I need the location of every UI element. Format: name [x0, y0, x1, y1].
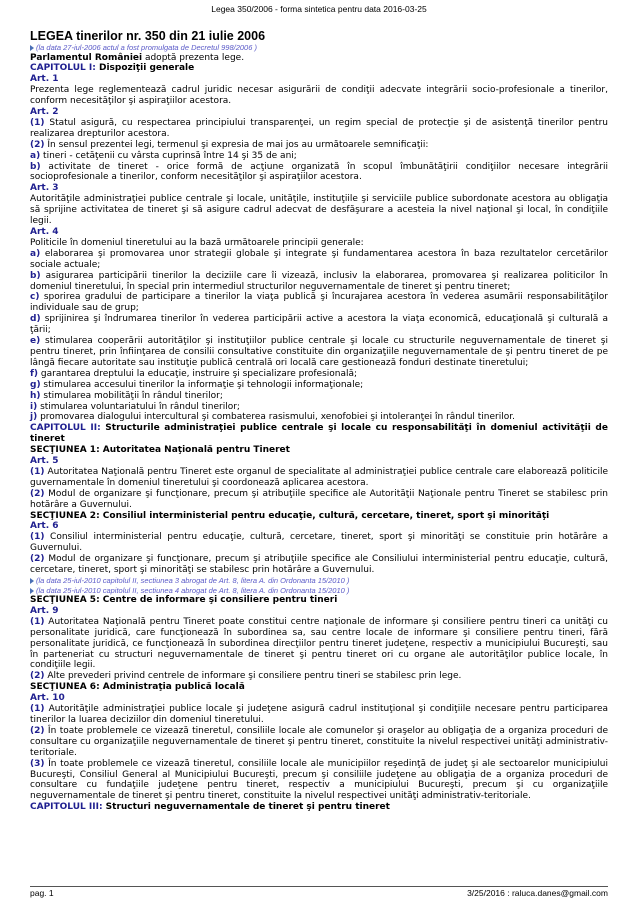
paragraph-text: Autoritatea Naţională pentru Tineret poate constitui centre naţionale de informare şi consiliere pentru tineri ca unităţi cu personalitate juridică, care funcţionează în subordinea sa, sau centre locale de informare şi consiliere pentru tineri, fără personalitate juridică, ce funcţionează în subordinea direcţiilor pentru tineret judeţene, respectiv a municipiului Bucureşti, sau în parteneriat cu structuri neguvernamentale de tineret şi pentru tineret ori cu organe ale autorităţilor publice locale, în condiţiile legii. — [30, 616, 608, 671]
page-footer — [30, 886, 608, 898]
paragraph-number: (2) — [30, 554, 45, 565]
paragraph-text: Modul de organizare şi funcţionare, precum şi atribuţiile specifice ale Consiliului interministerial pentru educaţie, cultură, cercetare, tineret, sport şi minorităţi se stabilesc prin hotărâre a Guvernului. — [30, 554, 608, 576]
article-number: Art. 10 — [30, 693, 65, 704]
article-number: Art. 6 — [30, 521, 59, 532]
paragraph — [30, 194, 608, 227]
article-heading — [30, 74, 608, 85]
paragraph-text: În sensul prezentei legi, termenul şi expresia de mai jos au următoarele semnificaţii: — [44, 139, 429, 150]
paragraph-text: Prezenta lege reglementează cadrul juridic necesar asigurării de condiţii adecvate integrării socio-profesionale a tinerilor, conform necesităţilor şi aspiraţiilor acestora. — [30, 85, 608, 107]
amendment-note-text: (la data 25-iul-2010 capitolul II, sectiunea 3 abrogat de Art. 8, litera A. din Ordonanta 15/2010 ) — [36, 576, 350, 585]
paragraph-text: tineri - cetăţenii cu vârsta cuprinsă între 14 şi 35 de ani; — [40, 150, 297, 161]
paragraph-number: (2) — [30, 725, 45, 736]
article-heading — [30, 606, 608, 617]
paragraph — [30, 314, 608, 336]
chapter-label: CAPITOLUL II: — [30, 423, 101, 434]
paragraph — [30, 162, 608, 184]
paragraph-text: activitate de tineret - orice formă de acţiune organizată în scopul îmbunătăţirii condiţiilor necesare integrării socioprofesionale a tinerilor, conform necesităţilor şi aspiraţiilor acestora. — [30, 161, 608, 183]
law-title — [30, 29, 608, 43]
paragraph — [30, 532, 608, 554]
paragraph-number: (1) — [30, 117, 45, 128]
arrow-icon — [30, 578, 34, 584]
paragraph-text: stimularea voluntariatului în rândul tinerilor; — [37, 401, 240, 412]
section-label: SECŢIUNEA 2: — [30, 510, 100, 521]
arrow-icon — [30, 588, 34, 594]
amendment-note-text: (la data 25-iul-2010 capitolul II, sectiunea 4 abrogat de Art. 8, litera A. din Ordonanta 15/2010 ) — [36, 585, 350, 595]
paragraph-text: stimularea cooperării autorităţilor şi instituţiilor publice centrale şi locale cu structurile neguvernamentale de tineret şi pentru tineret, prin înfiinţarea de consilii consultative constituite din organizaţiile neguvernamentale de şi pentru tineret de pe lângă fiecare autoritate sau instituţie publică centrală ori locală care gestionează fonduri destinate tineretului; — [30, 336, 608, 368]
paragraph — [30, 249, 608, 271]
chapter-label: CAPITOLUL I: — [30, 63, 96, 74]
chapter-heading — [30, 63, 608, 74]
paragraph — [30, 292, 608, 314]
section-heading — [30, 682, 608, 693]
paragraph-text: stimularea accesului tinerilor la informaţie şi tehnologii informaţionale; — [40, 379, 364, 390]
paragraph-text: sprijinirea şi îndrumarea tinerilor în vederea participării active a acestora la viaţa economică, educaţională şi culturală a ţării; — [30, 314, 608, 336]
chapter-title: Dispoziţii generale — [95, 63, 195, 74]
paragraph-text: garantarea dreptului la educaţie, instruire şi specializare profesională; — [38, 368, 358, 379]
paragraph-text: adoptă prezenta lege. — [142, 52, 245, 63]
paragraph-number: (2) — [30, 488, 45, 499]
paragraph-number: e) — [30, 336, 41, 347]
paragraph — [30, 402, 608, 413]
article-number: Art. 5 — [30, 456, 59, 467]
paragraph-number: a) — [30, 150, 41, 161]
chapter-label: CAPITOLUL III: — [30, 802, 103, 813]
paragraph — [30, 336, 608, 369]
paragraph-number: b) — [30, 270, 41, 281]
paragraph — [30, 617, 608, 672]
paragraph-text: În toate problemele ce vizează tineretul, consiliile locale ale comunelor şi oraşelor au obligaţia de a organiza proceduri de consultare cu organizaţiile neguvernamentale de tineret şi pentru tineret, constituite la nivelul respectivei unităţi administrativ-teritoriale. — [30, 725, 608, 758]
paragraph-number: g) — [30, 379, 41, 390]
amendment-note — [30, 576, 608, 586]
paragraph — [30, 53, 608, 64]
paragraph-number: f) — [30, 368, 39, 379]
paragraph-text: promovarea dialogului intercultural şi combaterea rasismului, xenofobiei şi intoleranţei în rândul tinerilor. — [37, 412, 515, 423]
paragraph-number: (3) — [30, 758, 45, 769]
paragraph-text: elaborarea şi promovarea unor strategii globale şi integrate şi fundamentarea acestora în baza rezultatelor cercetărilor sociale actuale; — [30, 248, 608, 270]
paragraph — [30, 140, 608, 151]
page-header: Legea 350/2006 - forma sintetica pentru data 2016-03-25 — [211, 4, 427, 14]
paragraph-number: (1) — [30, 532, 45, 543]
article-heading — [30, 521, 608, 532]
paragraph-number: (1) — [30, 616, 45, 627]
paragraph-number: (1) — [30, 704, 45, 715]
paragraph-text: Alte prevederi privind centrele de informare şi consiliere pentru tineri se stabilesc prin lege. — [44, 671, 462, 682]
paragraph-text: Consiliul interministerial pentru educaţie, cultură, cercetare, tineret, sport şi minorităţi se constituie prin hotărâre a Guvernului. — [30, 532, 608, 554]
paragraph-text: Autorităţile administraţiei publice locale şi judeţene asigură cadrul instituţional şi condiţiile necesare pentru participarea tinerilor la luarea deciziilor din domeniul tineretului. — [30, 704, 608, 725]
section-label: SECŢIUNEA 5: — [30, 595, 100, 605]
paragraph-number: h) — [30, 390, 41, 401]
section-heading — [30, 595, 608, 606]
paragraph-number: i) — [30, 401, 38, 412]
paragraph — [30, 151, 608, 162]
article-heading — [30, 693, 608, 704]
paragraph-number: (1) — [30, 466, 45, 477]
paragraph-number: d) — [30, 314, 41, 325]
paragraph-text: Statul asigură, cu respectarea principiului transparenţei, un regim special de protecţie şi de asistenţă tinerilor pentru realizarea drepturilor acestora. — [30, 117, 608, 139]
article-number: Art. 4 — [30, 227, 59, 237]
article-heading — [30, 183, 608, 194]
paragraph-text: Modul de organizare şi funcţionare, precum şi atribuţiile specifice ale Autorităţii Naţionale pentru Tineret se stabilesc prin hotărâre a Guvernului. — [30, 488, 608, 510]
paragraph — [30, 271, 608, 293]
paragraph-text: Autoritatea Naţională pentru Tineret este organul de specialitate al administraţiei publice centrale care elaborează politicile guvernamentale în domeniul tineretului şi coordonează aplicarea acestora. — [30, 466, 608, 488]
article-heading — [30, 107, 608, 118]
paragraph-prefix: Parlamentul României — [30, 52, 143, 63]
article-number: Art. 2 — [30, 107, 59, 118]
paragraph — [30, 85, 608, 107]
amendment-note — [30, 586, 608, 596]
paragraph-number: j) — [30, 412, 38, 423]
paragraph — [30, 380, 608, 391]
chapter-title: Structuri neguvernamentale de tineret şi pentru tineret — [102, 802, 390, 813]
paragraph-number: (2) — [30, 139, 45, 150]
amendment-note — [30, 43, 608, 53]
article-number: Art. 3 — [30, 183, 59, 194]
chapter-heading — [30, 802, 608, 813]
paragraph — [30, 671, 608, 682]
page-number: pag. 1 — [30, 888, 54, 898]
article-number: Art. 9 — [30, 605, 59, 616]
paragraph — [30, 759, 608, 803]
section-label: SECŢIUNEA 1: — [30, 445, 100, 456]
paragraph — [30, 554, 608, 576]
paragraph-text: Politicile în domeniul tineretului au la bază următoarele principii generale: — [30, 237, 364, 248]
paragraph — [30, 391, 608, 402]
article-heading — [30, 456, 608, 467]
paragraph-text: Autorităţile administraţiei publice centrale şi locale, unităţile, instituţiile şi serviciile publice subordonate acestora au obligaţia să sprijine activitatea de tineret şi să asigure cadrul adecvat de desfăşurare a acesteia la nivel naţional şi local, în condiţiile legii. — [30, 194, 608, 227]
paragraph — [30, 726, 608, 759]
paragraph-text: sporirea gradului de participare a tinerilor la viaţa publică şi încurajarea acestora în vederea asumării responsabilităţilor individuale sau de grup; — [30, 292, 608, 314]
paragraph — [30, 489, 608, 511]
paragraph — [30, 412, 608, 423]
print-info: 3/25/2016 : raluca.danes@gmail.com — [467, 888, 608, 898]
paragraph — [30, 369, 608, 380]
section-label: SECŢIUNEA 6: — [30, 682, 100, 693]
section-heading — [30, 511, 608, 522]
paragraph-text: asigurarea participării tinerilor la deciziile care îi vizează, inclusiv la elaborarea, promovarea şi realizarea politicilor în domeniul tineretului, în special prin intermediul structurilor neguvernamentale de tineret şi pentru tineret; — [30, 270, 608, 292]
chapter-heading — [30, 423, 608, 445]
paragraph — [30, 704, 608, 726]
paragraph — [30, 467, 608, 489]
paragraph-number: a) — [30, 248, 41, 259]
section-title: Centre de informare şi consiliere pentru tineri — [99, 595, 338, 605]
section-title: Consiliul interministerial pentru educaţie, cultură, cercetare, tineret, sport şi minorităţi — [99, 510, 550, 521]
paragraph-number: b) — [30, 161, 41, 172]
paragraph-number: (2) — [30, 671, 45, 682]
paragraph-text: În toate problemele ce vizează tineretul, consiliile locale ale municipiilor reşedinţă de judeţ şi ale sectoarelor municipiului Bucureşti, Consiliul General al Municipiului Bucureşti, precum şi consiliile judeţene au obligaţia de a organiza proceduri de consultare cu fundaţiile judeţene pentru tineret, respectiv a municipiului Bucureşti, precum şi cu organizaţiile neguvernamentale de tineret şi pentru tineret, constituite la nivelul respectivei unităţi administrativ-teritoriale. — [30, 758, 608, 802]
arrow-icon — [30, 45, 34, 51]
article-heading — [30, 227, 608, 238]
amendment-note-text: (la data 27-iul-2006 actul a fost promulgata de Decretul 998/2006 ) — [36, 43, 257, 52]
paragraph-text: stimularea mobilităţii în rândul tinerilor; — [40, 390, 223, 401]
paragraph — [30, 238, 608, 249]
chapter-title: Structurile administraţiei publice centrale şi locale cu responsabilităţi în domeniul activităţii de tineret — [30, 423, 608, 445]
document-body — [30, 27, 608, 813]
section-title: Administraţia publică locală — [99, 682, 245, 693]
paragraph — [30, 118, 608, 140]
law-title-text: LEGEA tinerilor nr. 350 din 21 iulie 2006 — [30, 29, 266, 43]
article-number: Art. 1 — [30, 74, 59, 85]
paragraph-number: c) — [30, 292, 40, 303]
section-title: Autoritatea Naţională pentru Tineret — [99, 445, 290, 456]
section-heading — [30, 445, 608, 456]
